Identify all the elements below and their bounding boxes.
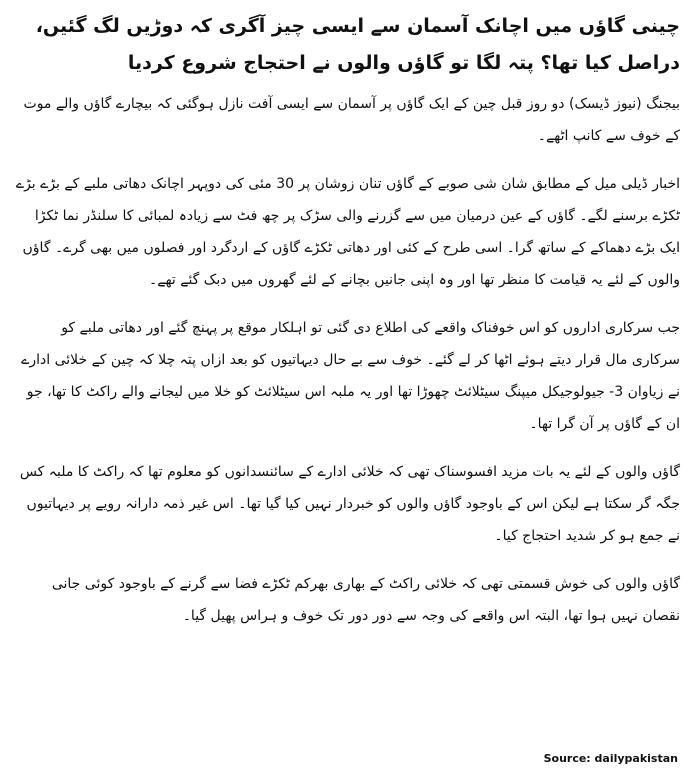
paragraph-2: اخبار ڈیلی میل کے مطابق شان شی صوبے کے گاؤں تنان زوشان پر 30 مئی کی دوپہر اچانک دھاتی ملبے کے بڑے بڑے ٹکڑے برسنے لگے۔ گاؤں کے عین درمیان میں سے گزرنے والی سڑک پر چھ فٹ سے زیادہ لمبائی کا سلنڈر نما ٹکڑا ایک بڑے دھماکے کے ساتھ گرا۔ اسی طرح کے کئی اور دھاتی ٹکڑے گاؤں کے اردگرد اور فصلوں میں بھی گرے۔ گاؤں والوں کے لئے یہ قیامت کا منظر تھا اور وہ اپنی جانیں بچانے کے لئے گھروں میں دبک گئے تھے۔ xyxy=(15,176,680,288)
paragraph-5: گاؤں والوں کی خوش قسمتی تھی کہ خلائی راکٹ کے بھاری بھرکم ٹکڑے فضا سے گرنے کے باوجود کوئی جانی نقصان نہیں ہوا تھا، البتہ اس واقعے کی وجہ سے دور دور تک خوف و ہراس پھیل گیا۔ xyxy=(51,576,680,624)
paragraph-1: بیجنگ (نیوز ڈیسک) دو روز قبل چین کے ایک گاؤں پر آسمان سے ایسی آفت نازل ہوگئی کہ بیچارے گاؤں والے موت کے خوف سے کانپ اٹھے۔ xyxy=(23,96,680,144)
headline: چینی گاؤں میں اچانک آسمان سے ایسی چیز آگری کہ دوڑیں لگ گئیں، دراصل کیا تھا؟ پتہ لگا تو گاؤں والوں نے احتجاج شروع کردیا xyxy=(35,15,680,74)
paragraph-3: جب سرکاری اداروں کو اس خوفناک واقعے کی اطلاع دی گئی تو اہلکار موقع پر پہنچ گئے اور دھاتی ملبے کو سرکاری مال قرار دیتے ہوئے اٹھا کر لے گئے۔ خوف سے بے حال دیہاتیوں کو بعد ازاں پتہ چلا کہ چین کے خلائی ادارے نے زیاوان 3- جیولوجیکل میپنگ سیٹلائٹ چھوڑا تھا اور یہ ملبہ اس سیٹلائٹ کو خلا میں لیجانے والے راکٹ کا تھا، جو ان کے گاؤں پر آن گرا تھا۔ xyxy=(21,320,680,432)
paragraph-4: گاؤں والوں کے لئے یہ بات مزید افسوسناک تھی کہ خلائی ادارے کے سائنسدانوں کو معلوم تھا کہ راکٹ کا ملبہ کس جگہ گر سکتا ہے لیکن اس کے باوجود گاؤں والوں کو خبردار نہیں کیا گیا تھا۔ اس غیر ذمہ دارانہ رویے پر دیہاتیوں نے جمع ہو کر شدید احتجاج کیا۔ xyxy=(19,464,680,544)
source-credit: Source: dailypakistan xyxy=(543,752,678,765)
article xyxy=(14,8,680,648)
